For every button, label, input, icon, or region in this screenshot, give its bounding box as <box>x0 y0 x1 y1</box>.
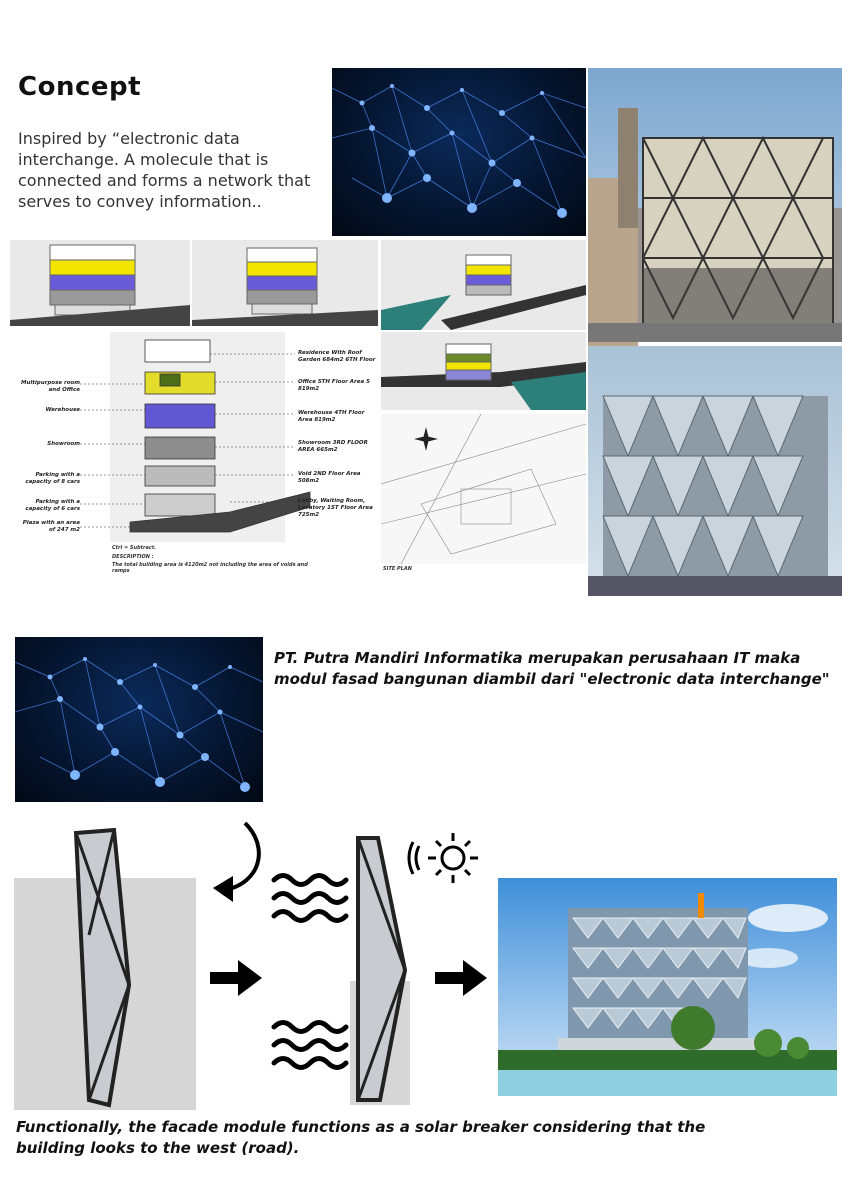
label-parking-6: Parking with a capacity of 6 cars <box>25 499 80 512</box>
network-image-top <box>332 68 586 236</box>
facade-photo-crystal-graphic <box>588 346 842 596</box>
massing-render-2-graphic <box>192 240 378 326</box>
label-plaza: Plaza with an area of 247 m2 <box>22 520 80 533</box>
description-title: DESCRIPTION : <box>112 554 154 560</box>
network-graphic-bottom <box>15 637 263 802</box>
right-arrow-icon-1 <box>210 960 262 996</box>
label-warehouse-right: Werehouse 4TH Floor Area 819m2 <box>298 410 365 423</box>
footer-description: Functionally, the facade module functions as a solar breaker considering that the building looks to the west (road). <box>16 1118 706 1157</box>
exploded-floor-diagram <box>10 332 378 578</box>
wind-icon-top <box>270 868 350 928</box>
label-multipurpose: Multipurpose room and Office <box>21 380 80 393</box>
wind-icon-bottom <box>270 1015 350 1075</box>
massing-render-4-graphic <box>381 332 586 410</box>
sun-icon <box>405 828 485 893</box>
label-parking-8: Parking with a capacity of 8 cars <box>25 472 80 485</box>
ctrl-note: Ctrl = Subtract. <box>112 545 157 551</box>
label-void: Void 2ND Floor Area 508m2 <box>298 471 361 484</box>
facade-photo-graphic <box>588 68 842 342</box>
module-panel-right <box>350 830 410 1105</box>
right-arrow-icon-2 <box>435 960 487 996</box>
massing-render-1-graphic <box>10 240 190 326</box>
module-panel-left <box>14 805 196 1110</box>
massing-render-1 <box>10 240 190 326</box>
site-plan-label: SITE PLAN <box>383 566 412 572</box>
label-residence: Residence With Roof Garden 684m2 6TH Floor <box>298 350 376 363</box>
site-plan <box>381 414 586 572</box>
label-lobby: Lobby, Waiting Room, Lavatory 1ST Floor Area 725m2 <box>298 498 373 518</box>
final-building-render <box>498 878 837 1096</box>
facade-photo-top <box>588 68 842 342</box>
massing-render-3-graphic <box>381 240 586 330</box>
site-plan-graphic <box>381 414 586 564</box>
label-warehouse-left: Werehouse <box>45 407 80 413</box>
description-text: The total building area is 4120m2 not including the area of voids and ramps <box>112 562 308 574</box>
label-office: Office 5TH Floor Area 5 819m2 <box>298 379 370 392</box>
network-graphic <box>332 68 586 236</box>
network-image-bottom <box>15 637 263 802</box>
concept-title: Concept <box>18 72 142 102</box>
massing-render-4 <box>381 332 586 410</box>
company-statement: PT. Putra Mandiri Informatika merupakan perusahaan IT maka modul fasad bangunan diambil dari "electronic data interchange" <box>274 649 830 688</box>
final-render-graphic <box>498 878 837 1096</box>
exploded-floors-graphic <box>10 332 378 578</box>
label-showroom-left: Showroom <box>47 441 80 447</box>
massing-render-2 <box>192 240 378 326</box>
concept-intro: Inspired by “electronic data interchange. A molecule that is connected and forms a network that serves to convey information.. <box>18 129 311 211</box>
massing-render-3 <box>381 240 586 330</box>
label-showroom-right: Showroom 3RD FLOOR AREA 665m2 <box>298 440 368 453</box>
module-graphic-right <box>350 830 410 1105</box>
compass-icon <box>414 427 438 451</box>
facade-photo-crystal <box>588 346 842 596</box>
module-graphic-left <box>14 805 196 1110</box>
curved-arrow-icon <box>205 818 275 908</box>
